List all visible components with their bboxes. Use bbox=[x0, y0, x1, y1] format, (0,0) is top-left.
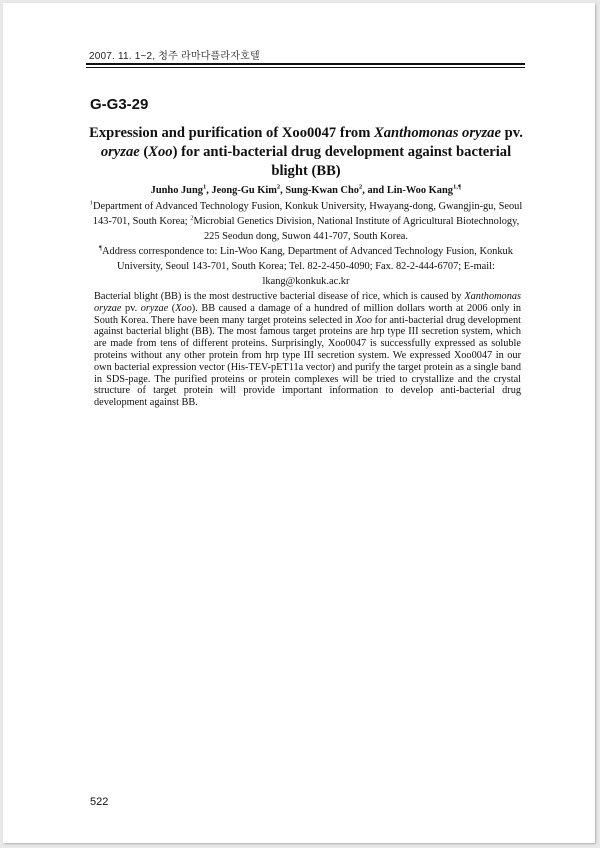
abstract-code: G-G3-29 bbox=[90, 96, 149, 113]
author: Jeong-Gu Kim$^2$, bbox=[211, 183, 286, 196]
affiliations bbox=[89, 199, 523, 289]
correspondence-text: ¶Address correspondence to: Lin-Woo Kang, Department of Advanced Technology Fusion, Konkuk University, Seoul 143-701, South Korea; Tel. 82-2-450-4090; Fax. 82-2-444-6707; E-mail: lkang@konkuk.ac.kr bbox=[99, 244, 513, 287]
abstract-body: Bacterial blight (BB) is the most destructive bacterial disease of rice, which is caused by Xanthomonas oryzae pv. oryzae (Xoo). BB caused a damage of a hundred of million dollars worth at 2006 only in South Korea. There have been many target proteins selected in Xoo for anti-bacterial drug development against bacterial blight (BB). The most famous target proteins are hrp type III secretion system, which are made from tens of different proteins. Surprisingly, Xoo0047 is successfully expressed as soluble proteins without any other protein from hrp type III secretion system. We expressed Xoo0047 in our own bacterial expression vector (His-TEV-pET11a vector) and purify the target protein as a single band in SDS-page. The purified proteins or protein complexes will be tried to crystallize and the crystal structure of target protein will provide important information to develop anti-bacterial drug development against BB. bbox=[94, 291, 522, 409]
author-list bbox=[89, 185, 523, 196]
page-number: 522 bbox=[90, 796, 109, 808]
author: Lin-Woo Kang$^{1,\P}$ bbox=[386, 183, 462, 196]
header-rule-thin bbox=[86, 67, 525, 68]
paper-title: Expression and purification of Xoo0047 from Xanthomonas oryzae pv. oryzae (Xoo) for anti-bacterial drug development against bacterial blight (BB) bbox=[89, 125, 523, 179]
author: Junho Jung$^1$, bbox=[150, 183, 212, 196]
affiliation-text: $^1$Department of Advanced Technology Fusion, Konkuk University, Hwayang-dong, Gwangjin-gu, Seoul 143-701, South Korea; $^2$Microbial Genetics Division, National Institute of Agricultural Biotechnology, 225 Seodun dong, Suwon 441-707, South Korea. bbox=[89, 199, 523, 242]
paper-page bbox=[3, 3, 595, 843]
header-rule-thick bbox=[86, 63, 525, 65]
conference-header: 2007. 11. 1~2, 청주 라마다플라자호텔 bbox=[89, 51, 260, 62]
author: Sung-Kwan Cho$^2$, and bbox=[285, 183, 387, 196]
